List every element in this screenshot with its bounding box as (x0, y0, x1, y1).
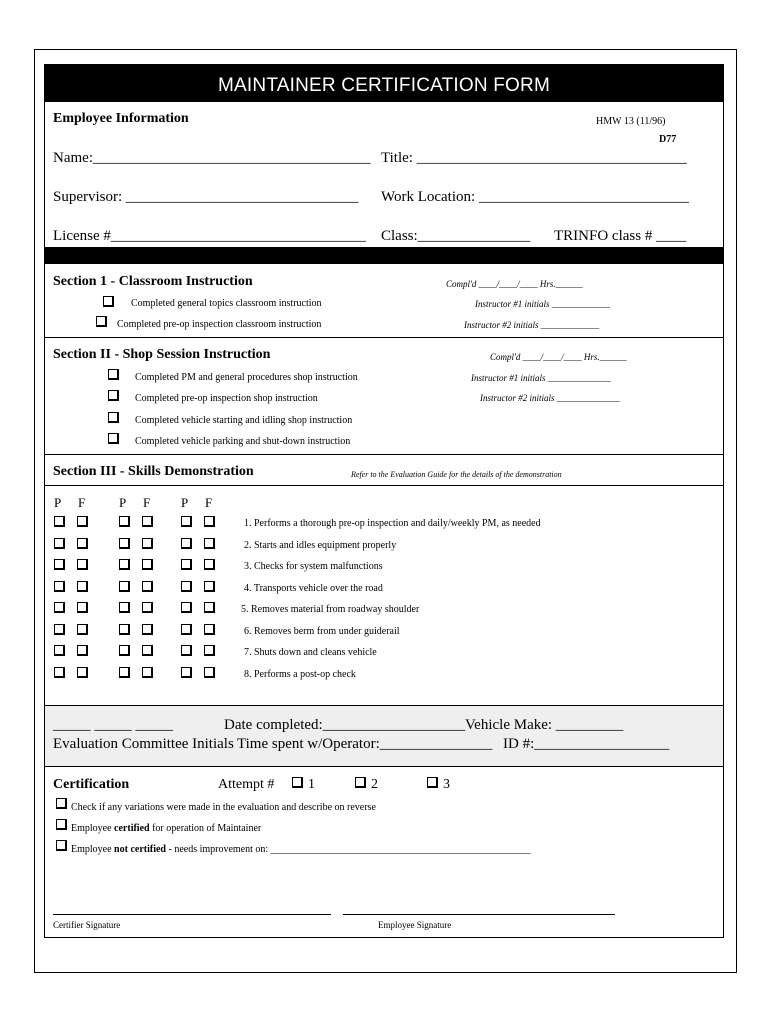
section1-item2-label: Completed pre-op inspection classroom instruction (117, 319, 322, 330)
section-divider-bar (44, 247, 724, 264)
skill-item-label: 7. Shuts down and cleans vehicle (244, 647, 377, 658)
attempt3-checkbox[interactable] (427, 777, 438, 788)
section2-item1-label: Completed PM and general procedures shop instruction (135, 372, 358, 383)
form-sub-code: D77 (659, 134, 677, 145)
attempt2-label: 2 (371, 777, 378, 792)
skill4-pass-checkbox-3[interactable] (181, 581, 192, 592)
pass-header-2: P (119, 495, 127, 510)
skill1-fail-checkbox-1[interactable] (77, 516, 88, 527)
skill2-pass-checkbox-2[interactable] (119, 538, 130, 549)
skill7-pass-checkbox-1[interactable] (54, 645, 65, 656)
name-field[interactable]: Name:_____________________________________ (53, 150, 371, 166)
date-completed-field[interactable]: Date completed:___________________ (224, 717, 466, 733)
section2-item3-label: Completed vehicle starting and idling shop instruction (135, 415, 353, 426)
trinfo-class-field[interactable]: TRINFO class # ____ (554, 228, 687, 244)
section2-item2-label: Completed pre-op inspection shop instruction (135, 393, 318, 404)
attempt2-checkbox[interactable] (355, 777, 366, 788)
divider (44, 766, 724, 767)
skill8-pass-checkbox-3[interactable] (181, 667, 192, 678)
certified-label: Employee certified for operation of Maintainer (71, 823, 262, 834)
skill1-pass-checkbox-2[interactable] (119, 516, 130, 527)
skill3-fail-checkbox-3[interactable] (204, 559, 215, 570)
skill7-fail-checkbox-3[interactable] (204, 645, 215, 656)
attempt3-label: 3 (443, 777, 450, 792)
skill8-fail-checkbox-1[interactable] (77, 667, 88, 678)
skill7-fail-checkbox-2[interactable] (142, 645, 153, 656)
skill-item-label: 4. Transports vehicle over the road (244, 583, 383, 594)
section2-instructor1-initials[interactable]: Instructor #1 initials ______________ (471, 373, 611, 383)
section2-instructor2-initials[interactable]: Instructor #2 initials ______________ (480, 393, 620, 403)
section3-heading: Section III - Skills Demonstration (53, 464, 254, 479)
section2-completed-date[interactable]: Compl'd ____/____/____ Hrs.______ (490, 352, 627, 362)
skill8-fail-checkbox-2[interactable] (142, 667, 153, 678)
skill4-pass-checkbox-2[interactable] (119, 581, 130, 592)
fail-header-3: F (205, 495, 213, 510)
skill7-pass-checkbox-2[interactable] (119, 645, 130, 656)
skill8-pass-checkbox-1[interactable] (54, 667, 65, 678)
skill7-pass-checkbox-3[interactable] (181, 645, 192, 656)
section1-item1-label: Completed general topics classroom instruction (131, 298, 322, 309)
section2-item2-checkbox[interactable] (108, 390, 119, 401)
skill-item-label: 1. Performs a thorough pre-op inspection and daily/weekly PM, as needed (244, 518, 541, 529)
skill3-fail-checkbox-2[interactable] (142, 559, 153, 570)
section2-item1-checkbox[interactable] (108, 369, 119, 380)
form-title: MAINTAINER CERTIFICATION FORM (44, 64, 724, 102)
employee-signature-line[interactable] (343, 914, 615, 915)
skill-item-label: 6. Removes berm from under guiderail (244, 626, 400, 637)
section1-item2-checkbox[interactable] (96, 316, 107, 327)
certified-checkbox[interactable] (56, 819, 67, 830)
skill1-pass-checkbox-1[interactable] (54, 516, 65, 527)
section2-item4-checkbox[interactable] (108, 433, 119, 444)
skill1-fail-checkbox-2[interactable] (142, 516, 153, 527)
attempt-label: Attempt # (218, 777, 275, 792)
skill-item-label: 5. Removes material from roadway shoulder (241, 604, 420, 615)
skill5-pass-checkbox-1[interactable] (54, 602, 65, 613)
section1-instructor2-initials[interactable]: Instructor #2 initials _____________ (464, 320, 600, 330)
not-certified-checkbox[interactable] (56, 840, 67, 851)
skill-item-label: 3. Checks for system malfunctions (244, 561, 383, 572)
fail-header-2: F (143, 495, 151, 510)
skill5-fail-checkbox-1[interactable] (77, 602, 88, 613)
class-field[interactable]: Class:_______________ (381, 228, 531, 244)
skill-item-label: 2. Starts and idles equipment properly (244, 540, 397, 551)
title-field[interactable]: Title: ____________________________________ (381, 150, 687, 166)
certifier-signature-label: Certifier Signature (53, 920, 121, 930)
section1-completed-date[interactable]: Compl'd ____/____/____ Hrs.______ (446, 279, 583, 289)
attempt1-checkbox[interactable] (292, 777, 303, 788)
section1-instructor1-initials[interactable]: Instructor #1 initials _____________ (475, 299, 611, 309)
time-spent-field[interactable]: Time spent w/Operator:_______________ (237, 736, 493, 752)
skill2-pass-checkbox-1[interactable] (54, 538, 65, 549)
section2-item4-label: Completed vehicle parking and shut-down instruction (135, 436, 351, 447)
certifier-signature-line[interactable] (53, 914, 331, 915)
skill6-pass-checkbox-1[interactable] (54, 624, 65, 635)
skill3-pass-checkbox-1[interactable] (54, 559, 65, 570)
employee-info-heading: Employee Information (53, 111, 189, 126)
skill2-fail-checkbox-1[interactable] (77, 538, 88, 549)
skill8-pass-checkbox-2[interactable] (119, 667, 130, 678)
skill8-fail-checkbox-3[interactable] (204, 667, 215, 678)
license-field[interactable]: License #__________________________________ (53, 228, 366, 244)
skill5-fail-checkbox-3[interactable] (204, 602, 215, 613)
skill6-fail-checkbox-3[interactable] (204, 624, 215, 635)
skill4-pass-checkbox-1[interactable] (54, 581, 65, 592)
skill-item-label: 8. Performs a post-op check (244, 669, 356, 680)
skill2-pass-checkbox-3[interactable] (181, 538, 192, 549)
id-field[interactable]: ID #:__________________ (503, 736, 670, 752)
divider (44, 337, 724, 338)
skill3-fail-checkbox-1[interactable] (77, 559, 88, 570)
work-location-field[interactable]: Work Location: ____________________________ (381, 189, 689, 205)
skill5-fail-checkbox-2[interactable] (142, 602, 153, 613)
section1-item1-checkbox[interactable] (103, 296, 114, 307)
skill4-fail-checkbox-1[interactable] (77, 581, 88, 592)
certification-heading: Certification (53, 777, 130, 792)
skill1-pass-checkbox-3[interactable] (181, 516, 192, 527)
skill6-pass-checkbox-3[interactable] (181, 624, 192, 635)
committee-initials-blanks[interactable]: _____ _____ _____ (53, 717, 173, 733)
not-certified-label: Employee not certified - needs improvement on: ____________________________________________________ (71, 844, 531, 855)
skill4-fail-checkbox-2[interactable] (142, 581, 153, 592)
skill6-fail-checkbox-2[interactable] (142, 624, 153, 635)
section2-item3-checkbox[interactable] (108, 412, 119, 423)
section1-heading: Section 1 - Classroom Instruction (53, 274, 253, 289)
committee-initials-label: Evaluation Committee Initials (53, 736, 234, 752)
skill2-fail-checkbox-3[interactable] (204, 538, 215, 549)
skill5-pass-checkbox-3[interactable] (181, 602, 192, 613)
skill3-pass-checkbox-3[interactable] (181, 559, 192, 570)
pass-header-3: P (181, 495, 189, 510)
variations-checkbox[interactable] (56, 798, 67, 809)
fail-header-1: F (78, 495, 86, 510)
employee-signature-label: Employee Signature (378, 920, 452, 930)
skill4-fail-checkbox-3[interactable] (204, 581, 215, 592)
variations-label: Check if any variations were made in the evaluation and describe on reverse (71, 802, 376, 813)
skill1-fail-checkbox-3[interactable] (204, 516, 215, 527)
skill2-fail-checkbox-2[interactable] (142, 538, 153, 549)
divider (44, 485, 724, 486)
skill6-fail-checkbox-1[interactable] (77, 624, 88, 635)
section3-note: Refer to the Evaluation Guide for the details of the demonstration (351, 470, 562, 479)
supervisor-field[interactable]: Supervisor: _______________________________ (53, 189, 359, 205)
skill5-pass-checkbox-2[interactable] (119, 602, 130, 613)
pass-header-1: P (54, 495, 62, 510)
skill7-fail-checkbox-1[interactable] (77, 645, 88, 656)
divider (44, 454, 724, 455)
form-code: HMW 13 (11/96) (596, 116, 666, 127)
attempt1-label: 1 (308, 777, 315, 792)
section2-heading: Section II - Shop Session Instruction (53, 347, 271, 362)
vehicle-make-field[interactable]: Vehicle Make: _________ (465, 717, 624, 733)
skill6-pass-checkbox-2[interactable] (119, 624, 130, 635)
skill3-pass-checkbox-2[interactable] (119, 559, 130, 570)
